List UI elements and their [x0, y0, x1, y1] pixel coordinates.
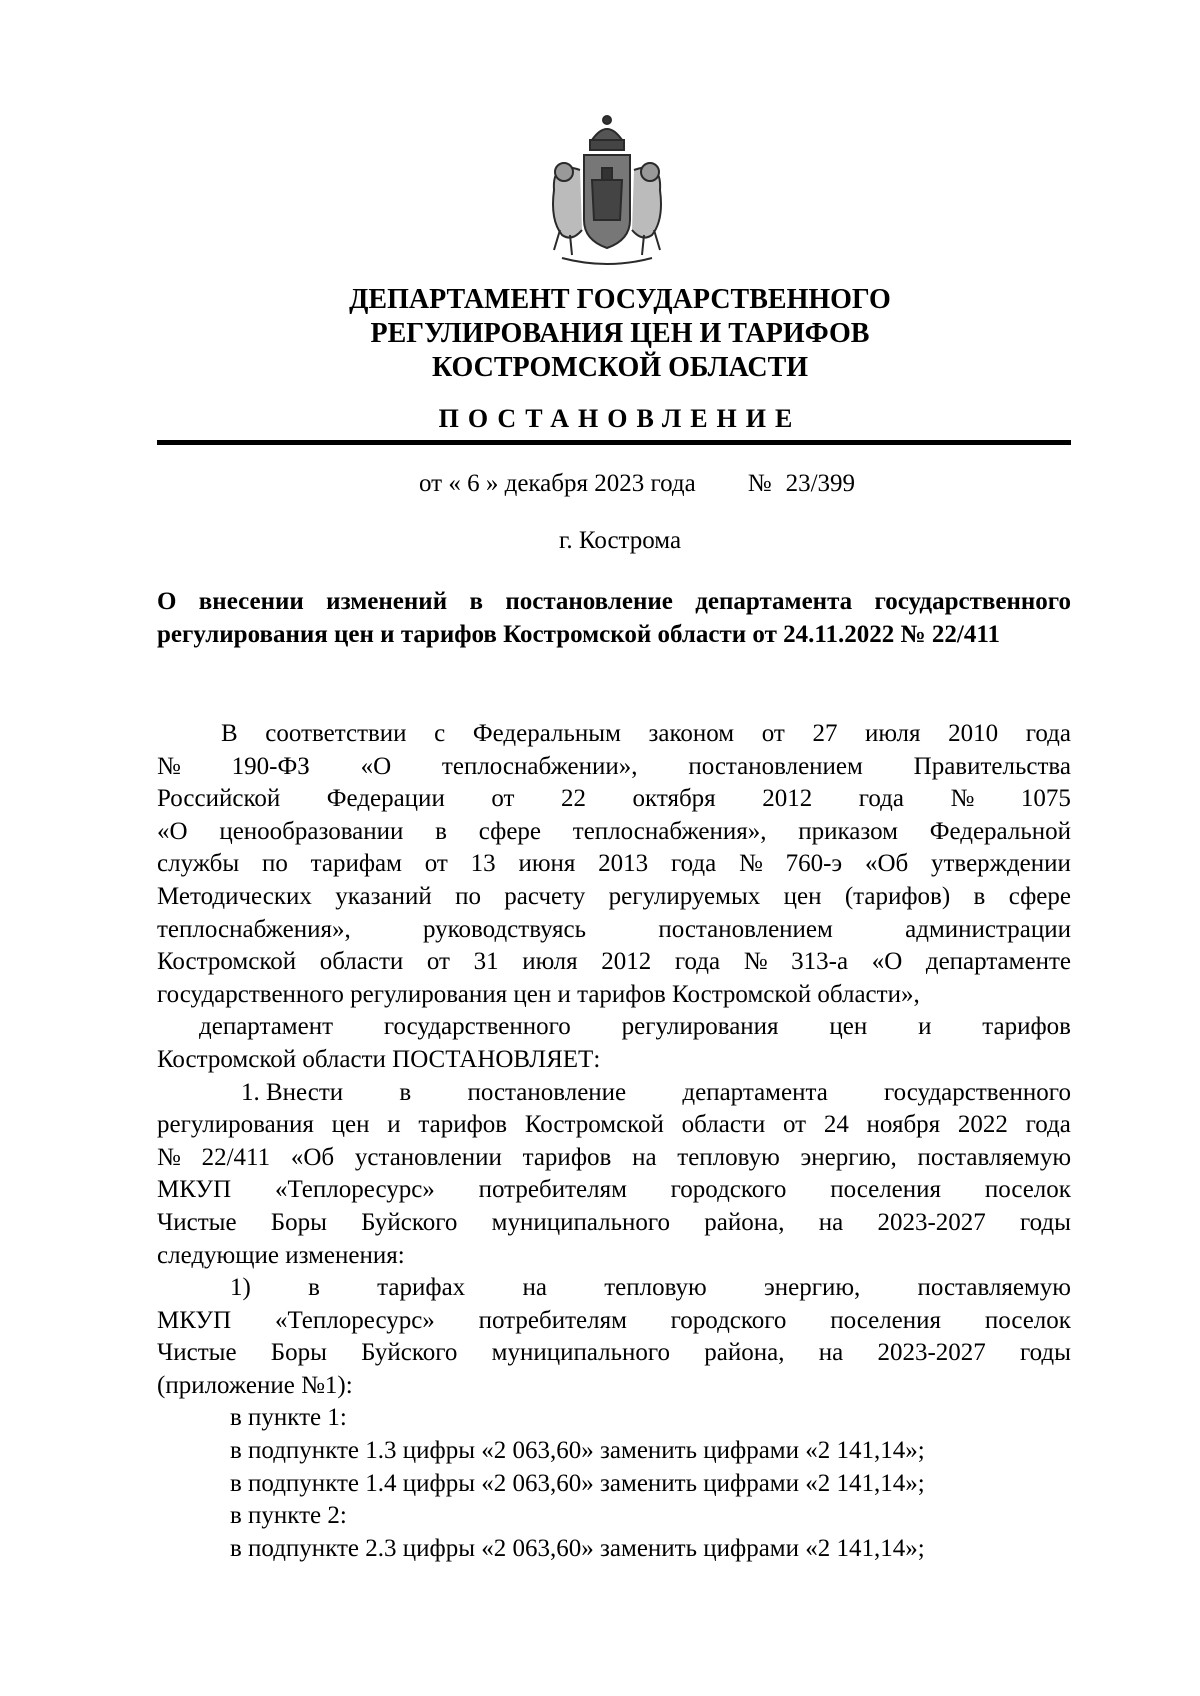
document-number: 23/399: [785, 470, 856, 497]
word: 27: [812, 720, 838, 747]
word: Методических: [157, 882, 312, 910]
word: 2013: [598, 850, 649, 878]
word: области: [681, 1111, 766, 1139]
subject-line: регулирования цен и тарифов Костромской области от 24.11.2022 № 22/411: [157, 621, 1000, 648]
word: района,: [704, 1339, 785, 1367]
word: государственного: [884, 1078, 1071, 1106]
paragraph-subitem-1: [157, 1272, 1071, 1402]
word: «Об: [290, 1143, 335, 1171]
word: 13: [470, 850, 496, 878]
word: Правительства: [913, 752, 1071, 780]
department-name-line: РЕГУЛИРОВАНИЯ ЦЕН И ТАРИФОВ: [370, 318, 870, 349]
word: тарифам: [310, 850, 402, 878]
word: Костромской: [157, 948, 297, 976]
word: по: [261, 850, 288, 878]
word: сфере: [1008, 882, 1071, 910]
word: в: [399, 1078, 412, 1106]
word: теплоснабжении»,: [441, 752, 638, 780]
amendment-item: в подпункте 1.3 цифры «2 063,60» заменить цифрами «2 141,14»;: [230, 1437, 925, 1465]
word: сфере: [478, 817, 542, 845]
word: постановлением: [658, 915, 833, 943]
word: июля: [865, 720, 921, 747]
word: Боры: [270, 1208, 327, 1236]
word: №: [157, 1143, 181, 1171]
word: годы: [1020, 1208, 1071, 1236]
word: района,: [704, 1208, 785, 1236]
word: 2012: [601, 948, 652, 976]
word: в: [469, 588, 483, 615]
word: Федеральным: [472, 720, 621, 747]
body-line: (приложение №1):: [157, 1371, 353, 1399]
word: от: [424, 850, 448, 878]
word: В: [221, 720, 238, 747]
word: департамента: [695, 588, 853, 615]
word: тарифах: [377, 1274, 466, 1302]
word: «Теплоресурс»: [274, 1176, 435, 1204]
word: департамента: [682, 1078, 828, 1106]
department-name-line: ДЕПАРТАМЕНТ ГОСУДАРСТВЕННОГО: [349, 284, 891, 315]
word: потребителям: [478, 1306, 627, 1334]
word: постановление: [467, 1078, 627, 1106]
body-line: [157, 881, 1071, 914]
number-label: №: [747, 470, 772, 497]
document-date: от « 6 » декабря 2023 года: [419, 470, 696, 497]
word: июня: [518, 850, 576, 878]
word: на: [632, 1143, 657, 1171]
word: теплоснабжения»,: [572, 817, 767, 845]
body-line: [157, 946, 1071, 979]
word: от: [426, 948, 450, 976]
word: Боры: [270, 1339, 327, 1367]
word: Костромской: [524, 1111, 664, 1139]
word: на: [818, 1339, 844, 1367]
amendment-list: [157, 1402, 1071, 1565]
word: внесении: [198, 588, 304, 615]
word: цен: [331, 1111, 370, 1139]
word: №: [743, 948, 768, 976]
body-line: Костромской области ПОСТАНОВЛЯЕТ:: [157, 1045, 601, 1073]
word: «Об: [864, 850, 909, 878]
word: от: [782, 1111, 807, 1139]
body-line: [157, 1109, 1071, 1142]
word: поселок: [984, 1176, 1071, 1204]
word: «О: [157, 817, 188, 845]
subject-line: [157, 585, 1071, 618]
word: Чистые: [157, 1339, 237, 1367]
word: администрации: [905, 915, 1071, 943]
word: регулирования: [157, 1111, 314, 1139]
body-line: [157, 1337, 1071, 1370]
amendment-item: в подпункте 1.4 цифры «2 063,60» заменить цифрами «2 141,14»;: [230, 1469, 925, 1497]
word: «О: [360, 752, 392, 780]
word: и: [387, 1111, 401, 1139]
body-line: [157, 1142, 1071, 1175]
word: указаний: [335, 882, 432, 910]
date-number-line: [419, 470, 855, 498]
word: с: [434, 720, 446, 747]
word: на: [522, 1274, 547, 1302]
coat-of-arms-emblem: [532, 110, 682, 270]
word: июля: [522, 948, 578, 976]
word: Буйского: [361, 1208, 458, 1236]
word: и: [918, 1013, 932, 1041]
body-line: [157, 1011, 1071, 1044]
body-line: [157, 1174, 1071, 1207]
word: поставляемую: [917, 1274, 1071, 1302]
word: 24: [823, 1111, 849, 1139]
word: Федерации: [326, 785, 445, 813]
word: от: [491, 785, 515, 813]
word: 2023-2027: [877, 1208, 986, 1236]
amendment-item: в пункте 1:: [230, 1404, 347, 1432]
word: 190-ФЗ: [231, 752, 310, 780]
word: тарифов: [982, 1013, 1071, 1041]
body-line: [157, 1207, 1071, 1240]
word: в: [435, 817, 447, 845]
word: поселок: [984, 1306, 1071, 1334]
word: Федеральной: [929, 817, 1071, 845]
word: городского: [670, 1176, 787, 1204]
word: изменений: [326, 588, 448, 615]
body-line: [157, 751, 1071, 784]
word: Чистые: [157, 1208, 237, 1236]
body-line: [157, 718, 1071, 751]
word: утверждении: [931, 850, 1071, 878]
word: 1): [230, 1274, 251, 1302]
word: годы: [1020, 1339, 1071, 1367]
document-subject: [157, 585, 1071, 651]
word: (тарифов): [844, 882, 951, 910]
word: года: [674, 948, 721, 976]
word: департамент: [199, 1013, 334, 1041]
word: 1. Внести: [241, 1078, 344, 1106]
body-line: [157, 783, 1071, 816]
word: МКУП: [157, 1176, 232, 1204]
word: тарифов: [418, 1111, 508, 1139]
word: цен: [829, 1013, 868, 1041]
word: тепловую: [604, 1274, 707, 1302]
word: муниципального: [491, 1339, 671, 1367]
word: года: [1025, 720, 1071, 747]
word: энергию,: [763, 1274, 861, 1302]
word: регулирования: [621, 1013, 779, 1041]
paragraph-resolves: [157, 1011, 1071, 1076]
word: поселения: [830, 1306, 942, 1334]
word: расчету: [504, 882, 586, 910]
body-line: [157, 1077, 1071, 1110]
word: на: [818, 1208, 844, 1236]
body-line: следующие изменения:: [157, 1241, 405, 1269]
body-line: [157, 1272, 1071, 1305]
word: «О: [871, 948, 903, 976]
word: поселения: [830, 1176, 942, 1204]
word: года: [670, 850, 717, 878]
word: Российской: [157, 785, 281, 813]
word: установлении: [354, 1143, 502, 1171]
paragraph-item-1: [157, 1077, 1071, 1273]
word: МКУП: [157, 1306, 232, 1334]
word: соответствии: [265, 720, 407, 747]
word: 760-э: [785, 850, 843, 878]
word: №: [738, 850, 763, 878]
word: энергию,: [800, 1143, 897, 1171]
word: 2022: [957, 1111, 1008, 1139]
word: №: [157, 752, 181, 780]
word: О: [157, 588, 177, 615]
word: постановление: [505, 588, 673, 615]
header-divider: [157, 440, 1071, 445]
word: года: [1025, 1111, 1071, 1139]
body-line: [157, 848, 1071, 881]
department-name-line: КОСТРОМСКОЙ ОБЛАСТИ: [431, 352, 809, 383]
word: года: [858, 785, 904, 813]
word: законом: [648, 720, 735, 747]
word: области: [319, 948, 404, 976]
document-body: [157, 718, 1071, 1565]
word: государственного: [383, 1013, 571, 1041]
word: 2010: [948, 720, 999, 747]
word: муниципального: [491, 1208, 671, 1236]
word: приказом: [798, 817, 898, 845]
word: 313-а: [791, 948, 849, 976]
word: Буйского: [361, 1339, 458, 1367]
word: городского: [670, 1306, 787, 1334]
word: в: [973, 882, 986, 910]
body-line: [157, 816, 1071, 849]
amendment-item: в подпункте 2.3 цифры «2 063,60» заменить цифрами «2 141,14»;: [230, 1534, 925, 1562]
department-name: [160, 283, 1080, 385]
word: руководствуясь: [423, 915, 587, 943]
body-line: государственного регулирования цен и тарифов Костромской области»,: [157, 980, 920, 1008]
word: 31: [473, 948, 499, 976]
word: государственного: [874, 588, 1071, 615]
word: 22/411: [201, 1143, 271, 1171]
word: 2023-2027: [877, 1339, 986, 1367]
word: ценообразовании: [219, 817, 404, 845]
amendment-item: в пункте 2:: [230, 1502, 347, 1530]
word: 22: [561, 785, 586, 813]
word: №: [950, 785, 975, 813]
word: департаменте: [925, 948, 1071, 976]
document-title: ПОСТАНОВЛЕНИЕ: [438, 404, 802, 433]
word: в: [308, 1274, 320, 1302]
word: от: [761, 720, 785, 747]
word: по: [455, 882, 481, 910]
word: тепловую: [677, 1143, 780, 1171]
word: регулируемых: [608, 882, 761, 910]
word: цен: [783, 882, 822, 910]
word: 2012: [762, 785, 813, 813]
document-city: г. Кострома: [558, 527, 682, 554]
word: службы: [157, 850, 240, 878]
word: поставляемую: [917, 1143, 1071, 1171]
word: ноября: [866, 1111, 941, 1139]
word: тарифов: [522, 1143, 612, 1171]
word: октября: [632, 785, 716, 813]
paragraph-preamble: [157, 718, 1071, 1011]
word: потребителям: [478, 1176, 627, 1204]
word: теплоснабжения»,: [157, 915, 351, 943]
body-line: [157, 914, 1071, 947]
body-line: [157, 1305, 1071, 1338]
word: «Теплоресурс»: [274, 1306, 435, 1334]
word: постановлением: [688, 752, 863, 780]
word: 1075: [1020, 785, 1071, 813]
